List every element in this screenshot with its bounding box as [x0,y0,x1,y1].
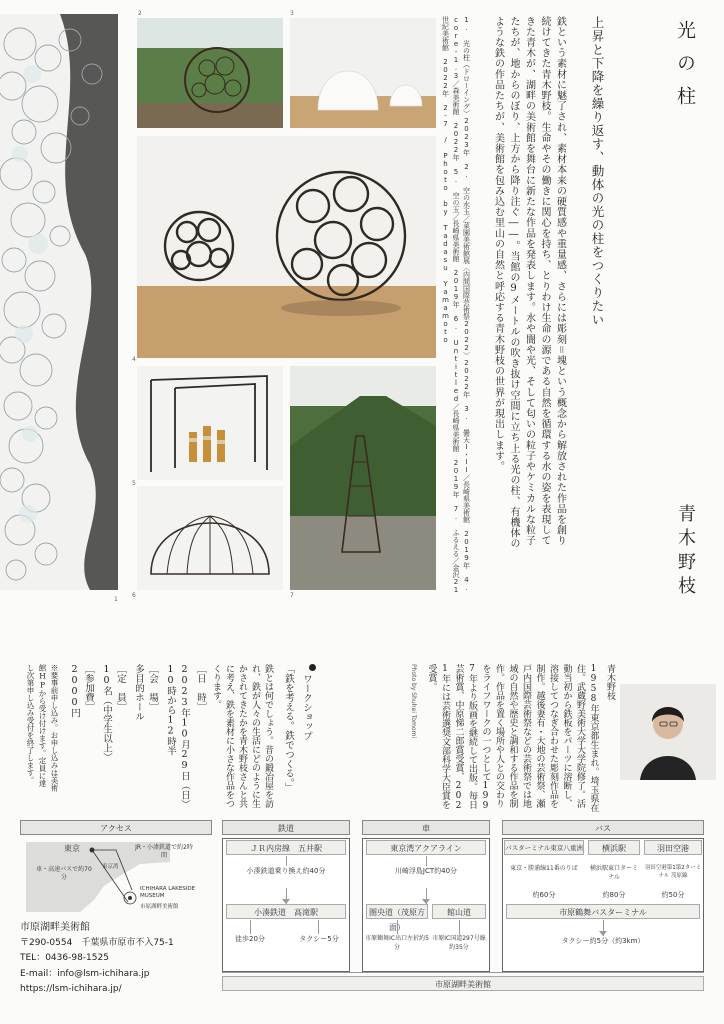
figure-number: 5 [132,480,136,487]
workshop-date-label: ［日 時］ [195,664,206,712]
figure-number: 2 [138,10,142,17]
bus-yokohama: 横浜駅 [588,840,640,855]
bus-stop-yokohama: 横浜駅東口ターミナル [589,865,638,881]
workshop-fee: 2000円 [69,664,80,718]
artist-portrait [620,684,716,780]
map-museum-ja: 市原湖畔美術館 [140,904,179,910]
photo-iron-tower-pond [290,366,436,590]
car-route-tateyama: 館山道 [432,904,486,919]
map-train-route: JR・小湊鉄道で約2時間 [135,844,193,859]
map-museum-en: ICHIHARA LAKESIDE MUSEUM [140,886,196,899]
access-heading: アクセス [20,820,212,835]
rail-taxi: タクシー5分 [299,935,339,943]
car-ic-ichihara: 市原IC国道297号線約35分 [432,935,486,951]
map-car-route: 車・高速バスで約70分 [36,866,92,881]
museum-contact [20,920,174,998]
photo-white-mounds [290,18,436,128]
rail-transfer: 小湊鉄道乗り換え約40分 [246,867,326,875]
bus-haneda: 羽田空港 [644,840,702,855]
photo-captions: 1. 光の柱（ドローイング）2023年 2. 空の水玉／菜園美術館展〈内間国際芸術祭2022〉2022年 3. 曇天I・II／長崎県美術館 2019年 4. core-1.3／森美術館 2022年 5. 空の玉／長崎県美術館 2019年 6. Untitled／長崎県美術館 2019年 7. ふるえる／金沢21世紀美術館 2022年 2-7 / Photo by Tadasu Yamamoto [441,16,471,594]
artist-name: 青木野枝 [675,504,696,600]
rail-station-takataki: 小湊鉄道 高滝駅 [226,904,346,919]
car-ic-tsurumai: 市原鶴舞IC出口左折約5分 [365,935,429,951]
rail-station-goi: ＪＲ内房線 五井駅 [226,840,346,855]
access-destination: 市原湖畔美術館 [222,976,704,991]
workshop-title: 「鉄を考える。鉄でつくる。」 [283,664,294,793]
photo-iron-dome [137,486,283,590]
museum-url[interactable]: https://lsm-ichihara.jp/ [20,984,122,994]
drawing-circles-illustration [0,14,118,590]
rail-header: 鉄道 [222,820,350,835]
bus-terminal-tsurumai: 市原鶴舞バスターミナル [506,904,700,919]
figure-number: 3 [290,10,294,17]
workshop-description: 鉄とは何でしょう。昔の鍛冶屋を訪れ、鉄が人々の生活にどのように生かされてきたかを青木野枝さんと共に考え、鉄を素材に小さな作品をつくります。 [211,664,273,808]
map-tokyo-label: 東京 [64,844,80,853]
drawing-light-pillar [0,14,118,590]
workshop-bullet-icon [309,664,316,671]
intro-headline: 上昇と下降を繰り返す、動体の光の柱をつくりたい [590,16,605,327]
bio-text: 1958年東京都生まれ。埼玉県在住。武蔵野美術大学大学院修了。活動当初から鉄板をパーツに溶断し、溶接してつなぎ合わせた彫刻作品を制作。越後妻有・大地の芸術祭、瀬戸内国際芸術祭などの芸術祭では地域の自然や歴史と調和する作品を制作。作品を置く場所や人との交わりをライフワークの一つとして1997年より版画を継続して出版。毎日芸術賞、中原悌二郎賞受賞、2021年には芸術選奨文部科学大臣賞を受賞。 [426,664,599,812]
bus-time-yaesu: 約60分 [532,891,556,899]
figure-number: 4 [132,356,136,363]
map-tokyo-bay: 東京湾 [102,864,119,870]
photo-iron-cube [137,366,283,480]
bus-taxi: タクシー約5分（約3km） [561,937,645,945]
workshop-fee-label: ［参加費］ [83,664,94,712]
rail-walk: 徒歩20分 [235,935,265,943]
workshop-capacity: 10名（中学生以上） [101,664,112,762]
figure-number: 1 [114,596,118,603]
workshop-note: ※要事前申し込み。お申し込みは美術館HPから受け付けます。定員に達し次第申し込み受付を終了します。 [26,664,59,792]
bus-header: バス [502,820,704,835]
access-map [20,842,212,912]
bus-time-yokohama: 約80分 [602,891,626,899]
workshop-date: 2023年10月29日（日） [179,664,190,809]
figure-number: 7 [290,592,294,599]
workshop-venue: 多目的ホール [133,664,144,721]
exhibition-title: 光の柱 [674,20,696,119]
car-aqualine: 東京湾アクアライン [366,840,486,855]
bus-time-haneda: 約50分 [661,891,685,899]
museum-name: 市原湖畔美術館 [20,922,90,933]
bio-label: 青木野枝 [605,664,615,700]
car-jct: 川崎浮島JCT約40分 [394,867,458,875]
workshop-capacity-label: ［定 員］ [115,664,126,712]
workshop-heading: ワークショップ [301,674,312,741]
photo-iron-spheres [137,136,436,358]
bus-stop-haneda: 羽田空港第1第2ターミナル 茂原線 [644,865,702,879]
museum-email[interactable]: E-mail：info@lsm-ichihara.jp [20,968,150,979]
bio-photo-credit: Photo by Shuhei Tomomi [410,664,417,739]
intro-body: 鉄という素材に魅了され、素材本来の硬質感や重量感、さらには彫刻＝塊という概念から解放された作品を創り続けてきた青木野枝。生命やその働きに関心を持ち、とりわけ生命の源である自然を循環する水の姿を表現してきた青木が、湖畔の美術館を舞台に新たな作品を発表します。水や闇や光、そして匂いの粒子やケミカルな粒子たちが、地からのぼり、上方から降り注ぐ――。当館の9メートルの吹き抜け空間に立ち上る光の柱、有機体のような鉄の作品たちが、美術館を包み込む里山の自然と呼応する青木野枝の世界が現出します。 [492,16,566,549]
bus-stop-yaesu: 東京・勝浦線11番のりば [510,865,578,872]
car-header: 車 [362,820,490,835]
bus-terminal-yaesu: バスターミナル東京八重洲 [504,840,584,855]
museum-tel: TEL：0436-98-1525 [20,953,109,963]
photo-dome-forest [137,18,283,128]
figure-number: 6 [132,592,136,599]
workshop-venue-label: ［会 場］ [147,664,158,712]
museum-address: 〒290-0554 千葉県市原市不入75-1 [20,937,174,948]
workshop-time: 10時から12時半 [165,664,176,756]
car-route-kenodo: 圏央道（茂原方面） [366,904,428,919]
